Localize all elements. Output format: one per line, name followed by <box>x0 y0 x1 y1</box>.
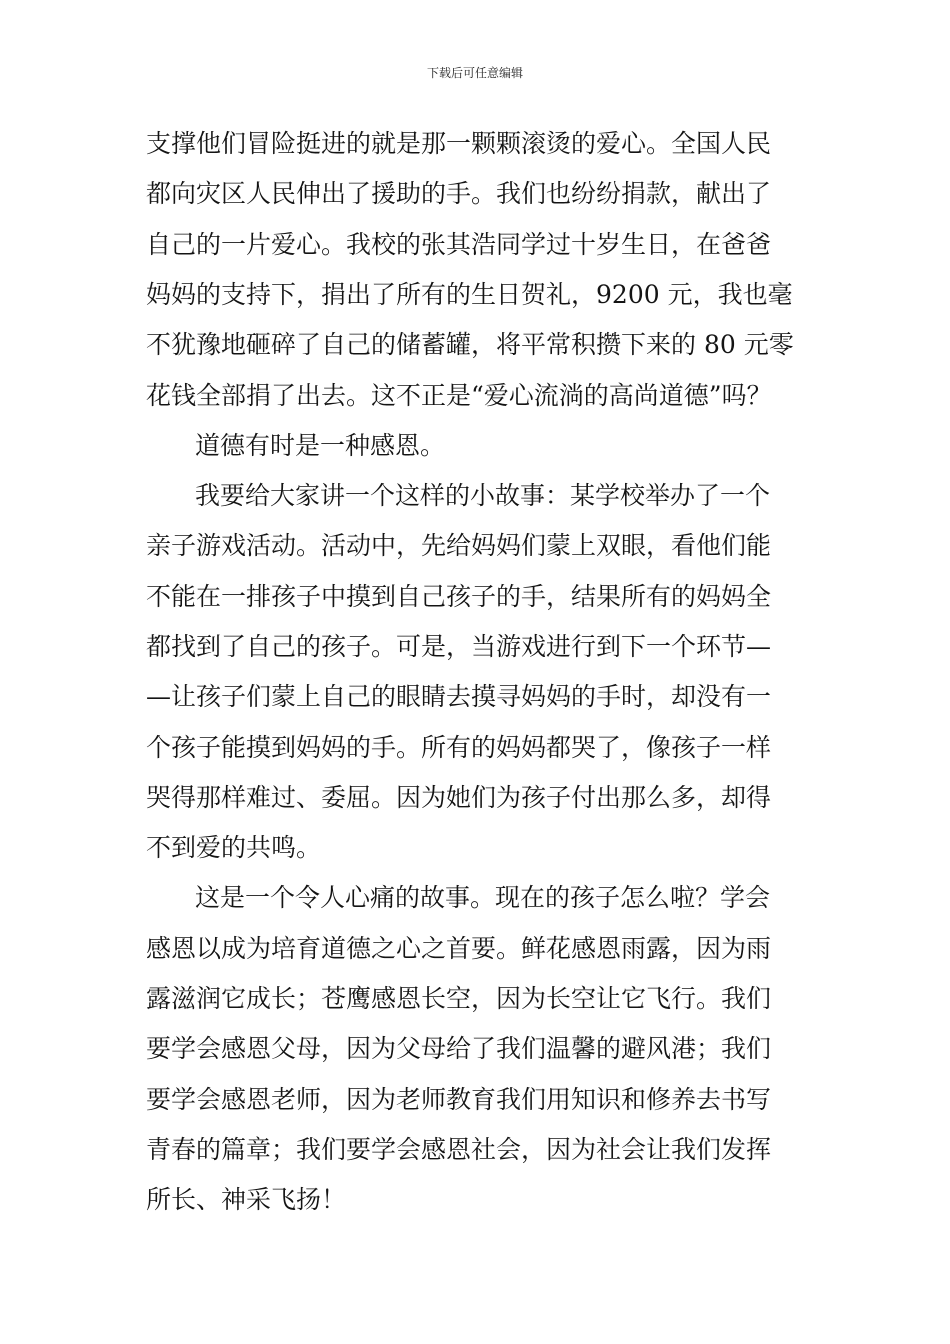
text-line: 自己的一片爱心。我校的张其浩同学过十岁生日，在爸爸 <box>146 230 772 259</box>
text-line: 要学会感恩老师，因为老师教育我们用知识和修养去书写 <box>146 1085 772 1114</box>
text-line: 感恩以成为培育道德之心之首要。鲜花感恩雨露，因为雨 <box>146 934 772 963</box>
text-line: 支撑他们冒险挺进的就是那一颗颗滚烫的爱心。全国人民 <box>146 129 772 158</box>
text-line: 不犹豫地砸碎了自己的储蓄罐，将平常积攒下来的 80 元零 <box>146 330 794 359</box>
text-line: 不到爱的共鸣。 <box>146 833 322 862</box>
text-line: 都找到了自己的孩子。可是，当游戏进行到下一个环节— <box>146 632 772 661</box>
text-line: 青春的篇章；我们要学会感恩社会，因为社会让我们发挥 <box>146 1135 772 1164</box>
text-line: 亲子游戏活动。活动中，先给妈妈们蒙上双眼，看他们能 <box>146 531 772 560</box>
text-line: 花钱全部捐了出去。这不正是“爱心流淌的高尚道德”吗？ <box>146 381 772 410</box>
text-line: 不能在一排孩子中摸到自己孩子的手，结果所有的妈妈全 <box>146 582 772 611</box>
text-line: 这是一个令人心痛的故事。现在的孩子怎么啦？学会 <box>195 883 771 912</box>
text-line: 要学会感恩父母，因为父母给了我们温馨的避风港；我们 <box>146 1034 772 1063</box>
text-line: 个孩子能摸到妈妈的手。所有的妈妈都哭了，像孩子一样 <box>146 733 772 762</box>
text-line: 所长、神采飞扬！ <box>146 1185 347 1214</box>
text-line: 露滋润它成长；苍鹰感恩长空，因为长空让它飞行。我们 <box>146 984 772 1013</box>
text-line: 哭得那样难过、委屈。因为她们为孩子付出那么多，却得 <box>146 783 772 812</box>
text-line: 都向灾区人民伸出了援助的手。我们也纷纷捐款，献出了 <box>146 179 772 208</box>
text-line: —让孩子们蒙上自己的眼睛去摸寻妈妈的手时，却没有一 <box>146 682 772 711</box>
text-line: 我要给大家讲一个这样的小故事：某学校举办了一个 <box>195 481 771 510</box>
text-line: 妈妈的支持下，捐出了所有的生日贺礼，9200 元，我也毫 <box>146 280 793 309</box>
page-header-note: 下载后可任意编辑 <box>426 66 523 80</box>
text-line: 道德有时是一种感恩。 <box>195 431 446 460</box>
